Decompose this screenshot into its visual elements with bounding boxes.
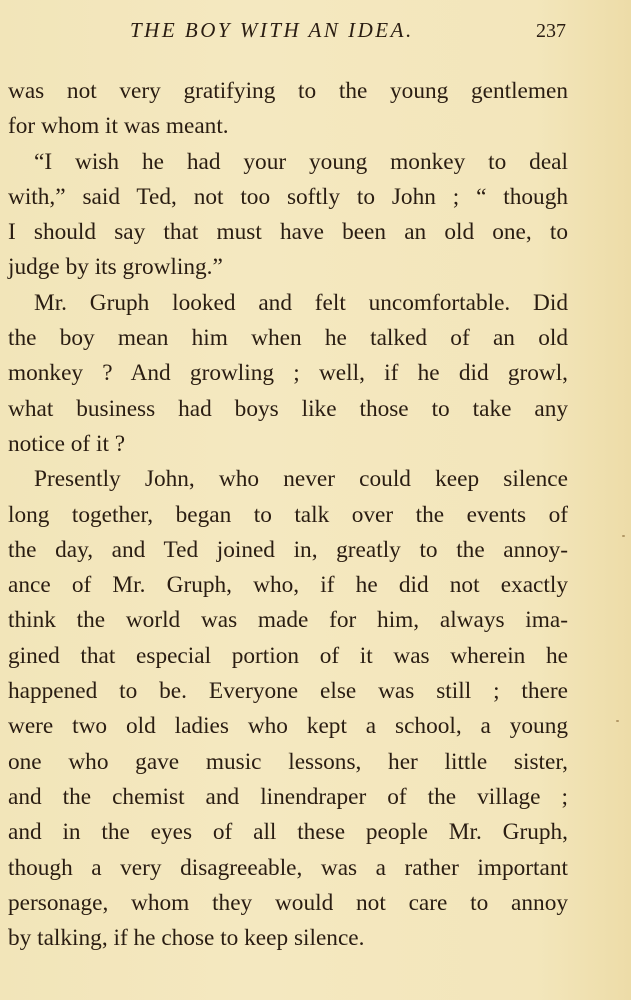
paragraph: [8, 462, 568, 956]
running-head: [0, 18, 631, 48]
text-line: ance of Mr. Gruph, who, if he did not exactly: [8, 572, 568, 599]
text-line: notice of it ?: [8, 430, 126, 457]
text-line: with,” said Ted, not too softly to John ; “ though: [8, 183, 568, 210]
text-line: though a very disagreeable, was a rather important: [8, 854, 568, 881]
text-line: monkey ? And growling ; well, if he did growl,: [8, 360, 568, 387]
text-line: happened to be. Everyone else was still ; there: [8, 678, 568, 705]
page-number: 237: [536, 20, 566, 42]
text-line: and the chemist and linendraper of the village ;: [8, 783, 568, 810]
text-line: personage, whom they would not care to annoy: [8, 889, 568, 916]
text-line: the boy mean him when he talked of an old: [8, 325, 568, 352]
text-line: I should say that must have been an old one, to: [8, 219, 568, 246]
paragraph: [8, 286, 568, 462]
text-line: gined that especial portion of it was wherein he: [8, 642, 568, 669]
text-line: long together, began to talk over the events of: [8, 501, 568, 528]
text-line: for whom it was meant.: [8, 113, 229, 140]
body-text: [8, 74, 568, 956]
paper-fleck: [622, 535, 625, 537]
paragraph: [8, 145, 568, 286]
text-line: judge by its growling.”: [8, 254, 223, 281]
running-head-title: THE BOY WITH AN IDEA.: [130, 18, 414, 42]
text-line: the day, and Ted joined in, greatly to the annoy-: [8, 536, 568, 563]
text-line: and in the eyes of all these people Mr. Gruph,: [8, 819, 568, 846]
text-line: Mr. Gruph looked and felt uncomfortable. Did: [34, 289, 568, 316]
paper-fleck: [616, 720, 619, 722]
text-line: Presently John, who never could keep silence: [34, 466, 568, 493]
paragraph: [8, 74, 568, 145]
text-line: what business had boys like those to take any: [8, 395, 568, 422]
text-line: “I wish he had your young monkey to deal: [34, 148, 568, 175]
text-line: one who gave music lessons, her little sister,: [8, 748, 568, 775]
text-line: were two old ladies who kept a school, a young: [8, 713, 568, 740]
text-line: by talking, if he chose to keep silence.: [8, 925, 365, 952]
text-line: was not very gratifying to the young gentlemen: [8, 78, 568, 104]
text-line: think the world was made for him, always ima-: [8, 607, 568, 634]
